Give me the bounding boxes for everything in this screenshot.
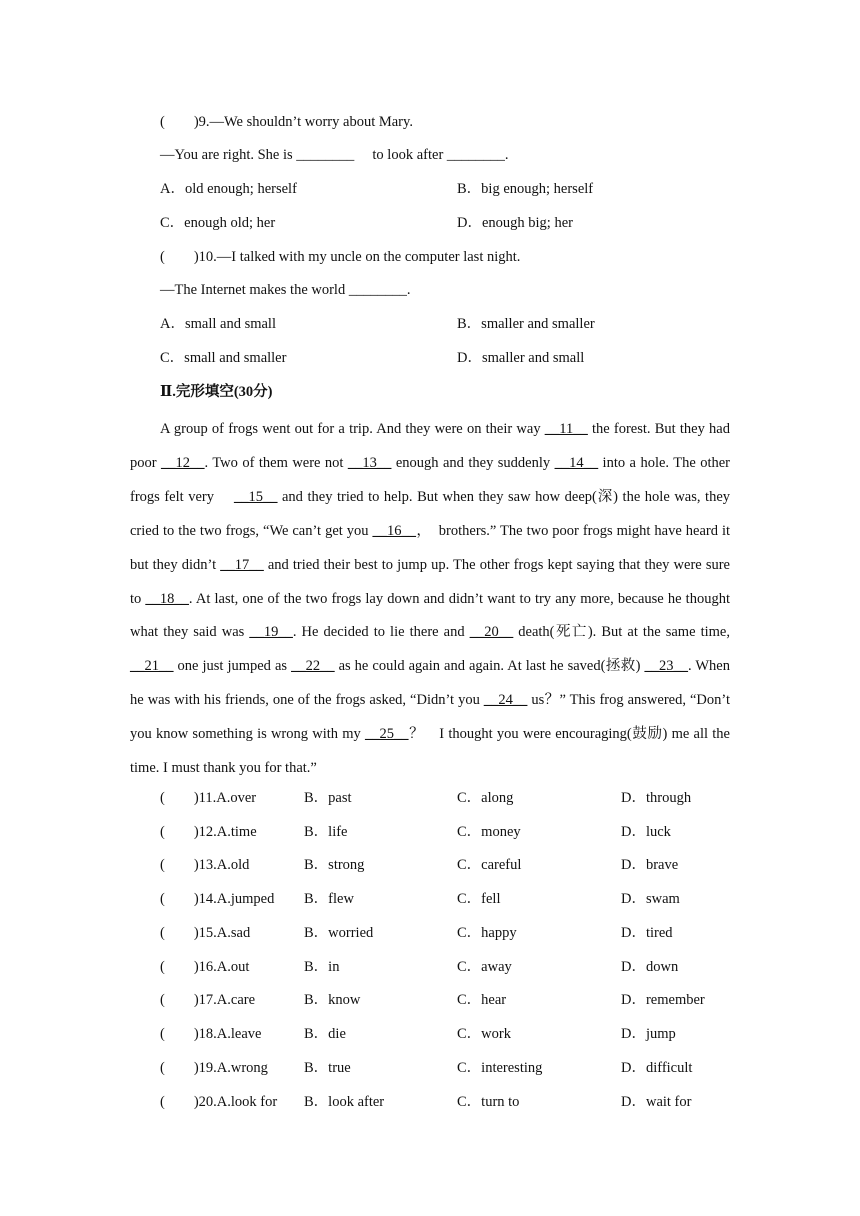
choice-c: C．fell: [457, 891, 501, 907]
choice-d: D．brave: [621, 857, 679, 873]
choice-b: B．look after: [304, 1094, 385, 1110]
passage-text: . When he was with his friends, one of the frogs asked, “Didn’t you: [130, 658, 730, 709]
q9-option-c: C．enough old; her: [160, 215, 276, 231]
choice-d: D．luck: [621, 824, 671, 840]
choice-c: C．hear: [457, 992, 507, 1008]
blank-11: __11__: [544, 421, 588, 437]
choice-a: ( )19.A.wrong: [160, 1060, 268, 1076]
choice-a: ( )15.A.sad: [160, 925, 251, 941]
choice-c: C．turn to: [457, 1094, 520, 1110]
choice-a: ( )18.A.leave: [160, 1026, 262, 1042]
choice-d: D．wait for: [621, 1094, 692, 1110]
choice-c: C．work: [457, 1026, 511, 1042]
choice-b: B．flew: [304, 891, 354, 907]
q10-option-c: C．small and smaller: [160, 350, 287, 366]
q9-option-d: D．enough big; her: [457, 215, 573, 231]
choice-c: C．careful: [457, 857, 522, 873]
choice-d: D．remember: [621, 992, 705, 1008]
passage-text: . He decided to lie there and: [292, 624, 470, 641]
blank-21: __21__: [130, 658, 174, 675]
passage-text: ， brothers.” The two poor frogs might have heard it but they didn’t: [130, 522, 730, 573]
blank-17: __17__: [220, 556, 264, 573]
blank-24: __24__: [483, 692, 528, 709]
blank-25: __25__: [365, 726, 409, 743]
section-heading: Ⅱ.完形填空(30分): [160, 384, 273, 400]
choice-b: B．life: [304, 824, 348, 840]
choice-b: B．true: [304, 1060, 351, 1076]
choice-a: ( )11.A.over: [160, 790, 257, 806]
choice-b: B．die: [304, 1026, 346, 1042]
blank-19: __19__: [249, 624, 293, 641]
choice-b: B．past: [304, 790, 352, 806]
passage-text: ？ I thought you were encouraging(鼓励) me all the time. I must thank you for that.”: [130, 726, 730, 777]
q9-stem: ( )9.—We shouldn’t worry about Mary.: [160, 114, 413, 130]
q10-reply: —The Internet makes the world ________.: [160, 282, 411, 298]
choice-d: D．tired: [621, 925, 673, 941]
passage-text: as he could again and again. At last he saved(拯救): [334, 658, 645, 675]
passage-text: death(死亡). But at the same time,: [513, 624, 730, 641]
choice-a: ( )16.A.out: [160, 959, 250, 975]
choice-a: ( )14.A.jumped: [160, 891, 275, 907]
passage-text: the forest. But they had poor: [130, 421, 730, 471]
passage-text: . Two of them were not: [204, 454, 348, 471]
q10-option-d: D．smaller and small: [457, 350, 585, 366]
passage-text: and they tried to help. But when they saw how deep(深) the hole was, they cried to the two frogs, “We can’t get you: [130, 488, 731, 539]
choice-d: D．swam: [621, 891, 680, 907]
passage-text: A group of frogs went out for a trip. And they were on their way: [160, 421, 545, 437]
choice-d: D．down: [621, 959, 679, 975]
choice-d: D．jump: [621, 1026, 676, 1042]
passage-text: us？” This frog answered, “Don’t you know something is wrong with my: [130, 692, 730, 743]
choice-c: C．away: [457, 959, 512, 975]
blank-23: __23__: [644, 658, 688, 675]
blank-14: __14__: [554, 454, 599, 471]
choice-b: B．in: [304, 959, 340, 975]
blank-18: __18__: [145, 590, 189, 607]
blank-12: __12__: [161, 454, 205, 471]
passage-text: and tried their best to jump up. The other frogs kept saying that they were sure to: [130, 556, 730, 607]
choice-c: C．happy: [457, 925, 517, 941]
blank-20: __20__: [469, 624, 514, 641]
choice-a: ( )20.A.look for: [160, 1094, 278, 1110]
q9-option-a: A．old enough; herself: [160, 181, 297, 197]
q10-stem: ( )10.—I talked with my uncle on the computer last night.: [160, 249, 521, 265]
q9-reply: —You are right. She is ________ to look after ________.: [160, 147, 509, 163]
q10-option-b: B．smaller and smaller: [457, 316, 595, 332]
blank-16: __16__: [372, 522, 416, 539]
blank-13: __13__: [347, 454, 392, 471]
blank-22: __22__: [291, 658, 335, 675]
choice-d: D．through: [621, 790, 692, 806]
q9-option-b: B．big enough; herself: [457, 181, 594, 197]
q10-option-a: A．small and small: [160, 316, 276, 332]
passage-text: . At last, one of the two frogs lay down and didn’t want to try any more, because he thought what they said was: [130, 590, 730, 641]
choice-a: ( )17.A.care: [160, 992, 256, 1008]
choice-b: B．strong: [304, 857, 365, 873]
passage-text: into a hole. The other frogs felt very: [130, 454, 730, 505]
cloze-passage: [130, 413, 730, 786]
blank-15: __15__: [233, 488, 278, 505]
choice-a: ( )13.A.old: [160, 857, 250, 873]
choice-a: ( )12.A.time: [160, 824, 257, 840]
choice-c: C．along: [457, 790, 514, 806]
choice-d: D．difficult: [621, 1060, 693, 1076]
choice-b: B．worried: [304, 925, 374, 941]
choice-b: B．know: [304, 992, 361, 1008]
choice-c: C．money: [457, 824, 521, 840]
choice-c: C．interesting: [457, 1060, 543, 1076]
passage-text: one just jumped as: [173, 658, 292, 675]
passage-text: enough and they suddenly: [391, 454, 555, 471]
